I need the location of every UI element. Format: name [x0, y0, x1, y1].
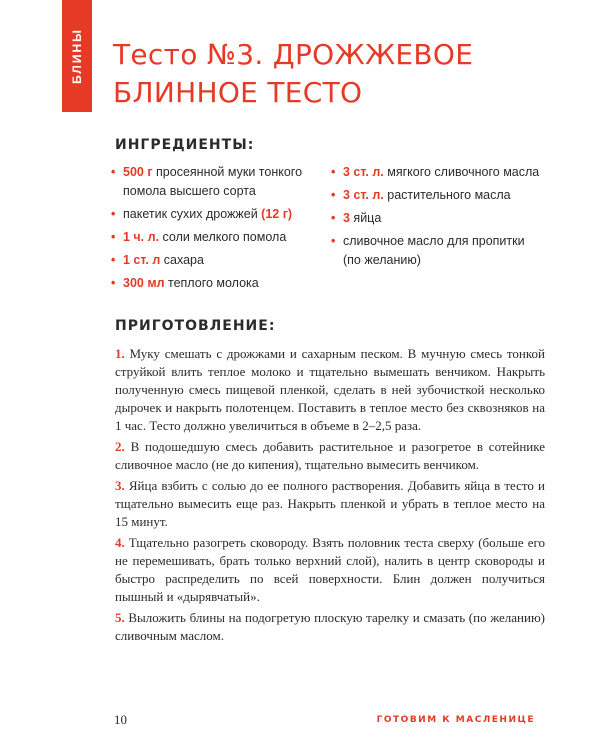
ingredient-qty: 1 ч. л.	[123, 230, 160, 244]
ingredient-qty: 3	[343, 211, 350, 225]
ingredient-qty: 1 ст. л	[123, 253, 161, 267]
section-side-tab	[62, 0, 92, 112]
step-paragraph	[115, 438, 545, 474]
page-title	[113, 36, 473, 112]
ingredient-text: растительного масла	[383, 188, 511, 202]
bullet-icon: •	[331, 188, 336, 202]
ingredient-item	[111, 228, 316, 247]
page-title-line-1: Тесто №3. ДРОЖЖЕВОЕ	[113, 38, 474, 71]
bullet-icon: •	[111, 207, 116, 221]
ingredient-text: соли мелкого помола	[159, 230, 287, 244]
step-text: Тщательно разогреть сковороду. Взять половник теста сверху (больше его не перемешивать, брать только верхний слой), налить в центр сковороды и быстро распределить по всей поверхности. Блин должен получиться пышный и «дырявчатый».	[115, 535, 545, 604]
bullet-icon: •	[111, 253, 116, 267]
bullet-icon: •	[331, 165, 336, 179]
ingredient-qty: 300 мл	[123, 276, 165, 290]
bullet-icon: •	[111, 276, 116, 290]
ingredient-qty: 3 ст. л.	[343, 188, 384, 202]
page-number: 10	[114, 712, 127, 727]
ingredient-qty: 3 ст. л.	[343, 165, 384, 179]
ingredient-text: сахара	[160, 253, 204, 267]
ingredient-item	[111, 274, 316, 293]
bullet-icon: •	[111, 165, 116, 179]
step-paragraph	[115, 345, 545, 435]
ingredient-text: яйца	[349, 211, 382, 225]
bullet-icon: •	[331, 234, 336, 248]
ingredient-item	[111, 205, 316, 224]
step-text: Муку смешать с дрожжами и сахарным песком. В мучную смесь тонкой струйкой влить теплое молоко и тщательно вымешать венчиком. Накрыть полученную смесь пищевой пленкой, сделать в ней зубочисткой несколько дырочек и накрыть полотенцем. Поставить в теплое место без сквозняков на 1 час. Тесто должно увеличиться в объеме в 2–2,5 раза.	[115, 346, 545, 433]
ingredient-text: теплого молока	[164, 276, 259, 290]
bullet-icon: •	[111, 230, 116, 244]
step-number: 5.	[115, 610, 125, 625]
ingredient-item	[111, 163, 316, 201]
step-text: В подошедшую смесь добавить растительное и разогретое в сотейнике сливочное масло (не до кипения), тщательно вымесить венчиком.	[115, 439, 545, 472]
ingredient-qty: 500 г	[123, 165, 153, 179]
preparation-heading: ПРИГОТОВЛЕНИЕ:	[115, 318, 276, 334]
step-number: 1.	[115, 346, 125, 361]
ingredient-item	[111, 251, 316, 270]
step-paragraph	[115, 477, 545, 531]
ingredient-item	[331, 209, 541, 228]
section-side-tab-label: БЛИНЫ	[70, 28, 85, 84]
step-text: Выложить блины на подогретую плоскую тарелку и смазать (по желанию) сливочным маслом.	[115, 610, 545, 643]
page-title-line-2: БЛИННОЕ ТЕСТО	[113, 76, 363, 109]
step-number: 3.	[115, 478, 125, 493]
ingredient-item	[331, 232, 541, 270]
ingredients-list-left	[111, 163, 316, 297]
step-number: 4.	[115, 535, 125, 550]
step-paragraph	[115, 534, 545, 606]
ingredient-text: просеянной муки тонкого помола высшего сорта	[123, 165, 303, 198]
ingredient-text: мягкого сливочного масла	[383, 165, 540, 179]
step-number: 2.	[115, 439, 125, 454]
ingredient-text: сливочное масло для пропитки (по желанию)	[343, 234, 525, 267]
ingredient-item	[331, 186, 541, 205]
ingredient-suffix: (12 г)	[261, 207, 293, 221]
ingredient-item	[331, 163, 541, 182]
step-paragraph	[115, 609, 545, 645]
ingredients-heading: ИНГРЕДИЕНТЫ:	[115, 137, 255, 153]
ingredient-text: пакетик сухих дрожжей	[123, 207, 262, 221]
bullet-icon: •	[331, 211, 336, 225]
preparation-steps	[115, 345, 545, 648]
running-footer-title: ГОТОВИМ К МАСЛЕНИЦЕ	[376, 715, 535, 725]
step-text: Яйца взбить с солью до ее полного растворения. Добавить яйца в тесто и тщательно вымесить еще раз. Накрыть пленкой и убрать в теплое место на 15 минут.	[115, 478, 545, 529]
ingredients-list-right	[331, 163, 541, 274]
